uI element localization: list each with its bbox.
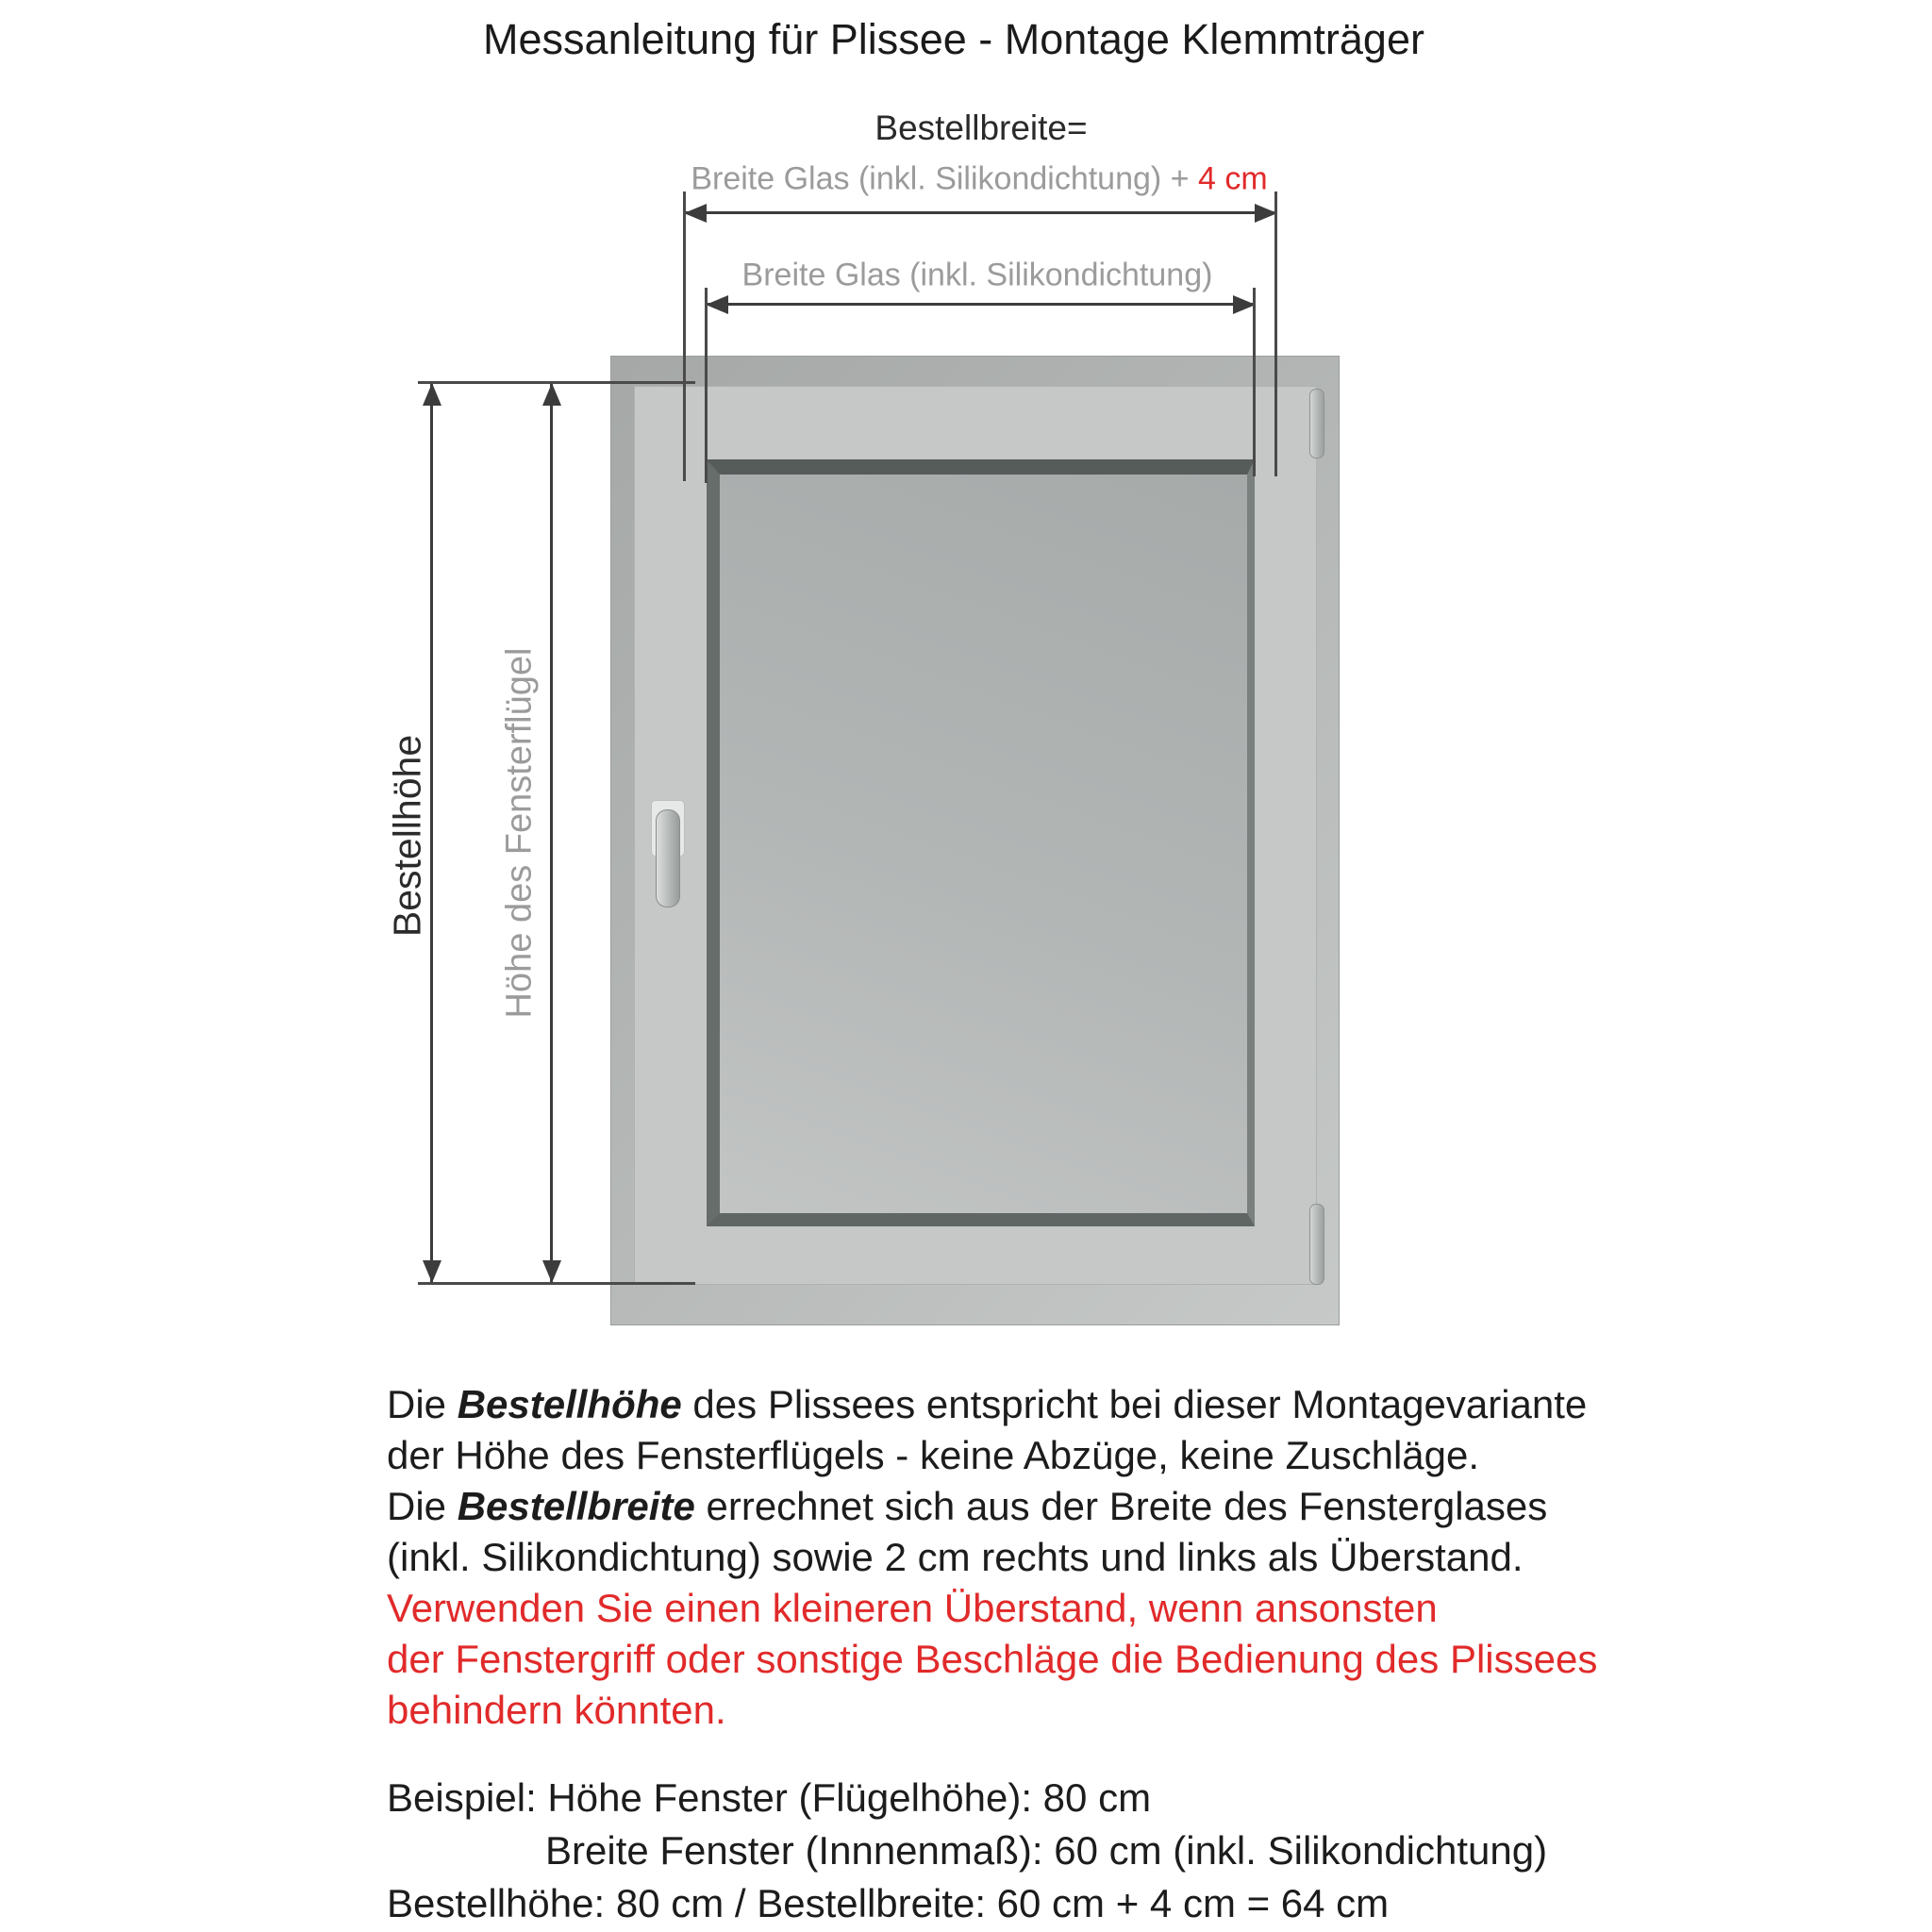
example-line-1: Beispiel: Höhe Fenster (Flügelhöhe): 80 cm — [387, 1775, 1152, 1820]
example-text — [387, 1772, 1547, 1930]
warning-line-3: behindern könnten. — [387, 1688, 726, 1732]
description-line-2: der Höhe des Fensterflügels - keine Abzüge, keine Zuschläge. — [387, 1433, 1480, 1477]
window-hinge-top — [1309, 389, 1324, 458]
glass-width-plus-label — [691, 161, 1267, 198]
description-line-3-post: errechnet sich aus der Breite des Fensterglases — [694, 1484, 1548, 1528]
extension-line-order-width-right — [1274, 192, 1277, 476]
sash-height-label: Höhe des Fensterflügel — [499, 647, 540, 1019]
example-line-3: Bestellhöhe: 80 cm / Bestellbreite: 60 cm + 4 cm = 64 cm — [387, 1881, 1390, 1925]
description-line-3 — [387, 1481, 1597, 1532]
glass-width-plus-label-gray: Breite Glas (inkl. Silikondichtung) + — [691, 160, 1198, 197]
warning-line-2: der Fenstergriff oder sonstige Beschläge die Bedienung des Plissees — [387, 1637, 1598, 1681]
order-width-label: Bestellbreite= — [874, 108, 1088, 147]
example-line-2: Breite Fenster (Innnenmaß): 60 cm (inkl. Silikondichtung) — [545, 1828, 1548, 1873]
description-line-3-bold: Bestellbreite — [457, 1484, 695, 1528]
window-glass — [707, 459, 1255, 1226]
glass-width-label: Breite Glas (inkl. Silikondichtung) — [741, 257, 1213, 293]
description-line-4: (inkl. Silikondichtung) sowie 2 cm rechts und links als Überstand. — [387, 1535, 1524, 1579]
description-line-1 — [387, 1379, 1597, 1430]
extension-line-glass-width-right — [1253, 288, 1256, 476]
glass-width-plus-label-red: 4 cm — [1197, 160, 1268, 197]
description-line-1-bold: Bestellhöhe — [457, 1382, 682, 1426]
description-line-1-pre: Die — [387, 1382, 458, 1426]
extension-line-glass-width-left — [705, 288, 708, 483]
warning-line-1: Verwenden Sie einen kleineren Überstand, wenn ansonsten — [387, 1586, 1438, 1630]
order-width-dimension-arrow — [685, 211, 1276, 214]
description-text — [387, 1379, 1597, 1736]
glass-width-dimension-arrow — [707, 303, 1255, 306]
order-height-dimension-arrow — [430, 384, 433, 1282]
order-height-label: Bestellhöhe — [385, 734, 429, 938]
window-hinge-bottom — [1309, 1204, 1324, 1285]
window-handle-grip — [656, 809, 680, 908]
extension-line-order-width-left — [683, 192, 686, 481]
sash-height-dimension-arrow — [550, 384, 553, 1282]
page-title: Messanleitung für Plissee - Montage Klemmträger — [483, 15, 1424, 63]
description-line-3-pre: Die — [387, 1484, 458, 1528]
description-line-1-post: des Plissees entspricht bei dieser Montagevariante — [681, 1382, 1588, 1426]
